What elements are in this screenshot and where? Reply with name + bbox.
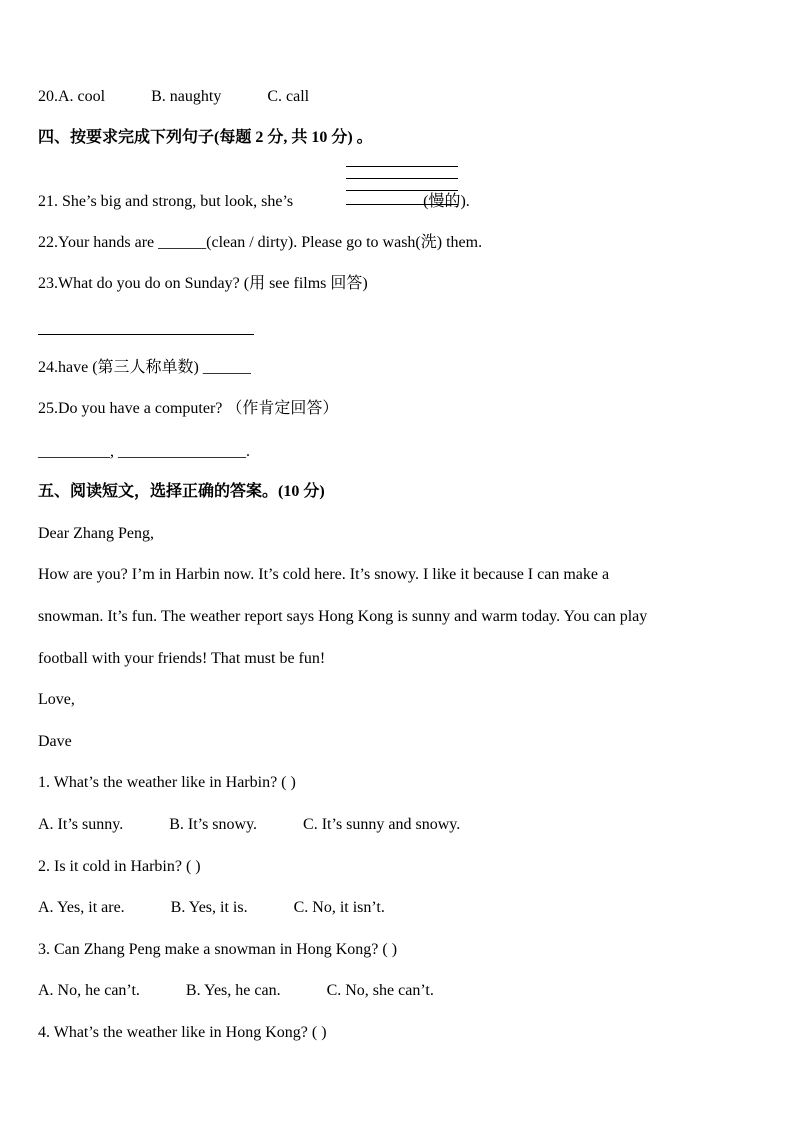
option-b: B. It’s snowy. — [169, 816, 258, 833]
section-4-heading: 四、按要求完成下列句子(每题 2 分, 共 10 分) 。 — [38, 129, 373, 146]
reading-question-2-options — [38, 898, 385, 918]
letter-line-3: football with your friends! That must be fun! — [38, 650, 326, 667]
question-24 — [38, 358, 251, 378]
option-b: B. Yes, he can. — [185, 982, 281, 999]
question-22 — [38, 233, 482, 253]
letter-greeting: Dear Zhang Peng, — [38, 525, 154, 542]
option-c: C. call — [267, 88, 310, 105]
option-b: B. naughty — [151, 88, 222, 105]
option-a: A. It’s sunny. — [38, 816, 124, 833]
option-c: C. It’s sunny and snowy. — [303, 816, 461, 833]
q24-blank: ______ — [202, 359, 251, 376]
q21-hint: (慢的). — [423, 193, 470, 210]
reading-question-1: 1. What’s the weather like in Harbin? ( ) — [38, 774, 296, 791]
option-c: C. No, she can’t. — [326, 982, 434, 999]
reading-question-3: 3. Can Zhang Peng make a snowman in Hong Kong? ( ) — [38, 941, 398, 958]
q21-text: 21. She’s big and strong, but look, she’s — [38, 193, 294, 210]
reading-question-4: 4. What’s the weather like in Hong Kong? ( ) — [38, 1024, 327, 1041]
section-5-heading: 五、阅读短文，选择正确的答案。(10 分) — [38, 483, 325, 500]
q22-blank: ______ — [158, 234, 207, 251]
option-b: B. Yes, it is. — [170, 899, 248, 916]
reading-question-3-options — [38, 981, 434, 1001]
option-c: C. No, it isn’t. — [293, 899, 385, 916]
q23-answer-line — [38, 320, 254, 335]
q22-text: 22.Your hands are — [38, 234, 159, 251]
question-20 — [38, 87, 309, 107]
question-23: 23.What do you do on Sunday? (用 see films 回答) — [38, 275, 368, 292]
q25-answer-line: _________, ________________. — [38, 443, 250, 460]
option-a: A. Yes, it are. — [38, 899, 125, 916]
q24-text: 24.have (第三人称单数) — [38, 359, 203, 376]
reading-question-2: 2. Is it cold in Harbin? ( ) — [38, 858, 201, 875]
q22-text-after: (clean / dirty). Please go to wash(洗) them. — [206, 234, 483, 251]
letter-signature: Dave — [38, 733, 72, 750]
option-a: A. No, he can’t. — [38, 982, 140, 999]
letter-closing: Love, — [38, 691, 75, 708]
letter-line-2: snowman. It’s fun. The weather report says Hong Kong is sunny and warm today. You can play — [38, 608, 648, 625]
option-a: 20.A. cool — [38, 88, 106, 105]
question-25: 25.Do you have a computer? （作肯定回答） — [38, 400, 339, 417]
letter-line-1: How are you? I’m in Harbin now. It’s cold here. It’s snowy. I like it because I can make a — [38, 566, 610, 583]
reading-question-1-options — [38, 815, 460, 835]
question-21 — [38, 192, 470, 212]
